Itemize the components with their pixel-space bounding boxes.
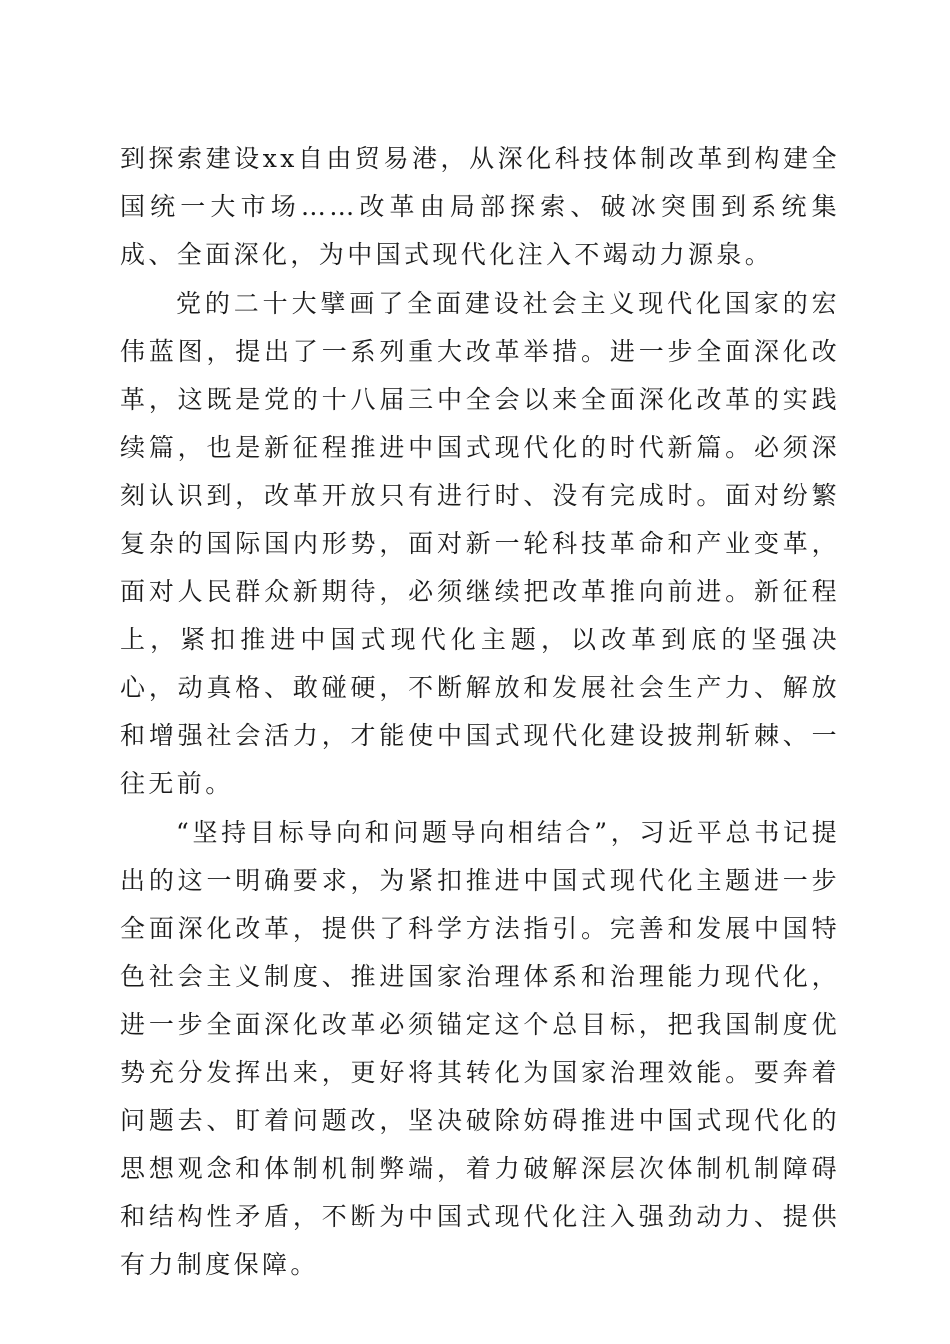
paragraph-3: “坚持目标导向和问题导向相结合”，习近平总书记提出的这一明确要求，为紧扣推进中国式现代化主题进一步全面深化改革，提供了科学方法指引。完善和发展中国特色社会主义制度、推进国家治理体系和治理能力现代化，进一步全面深化改革必须锚定这个总目标，把我国制度优势充分发挥出来，更好将其转化为国家治理效能。要奔着问题去、盯着问题改，坚决破除妨碍推进中国式现代化的思想观念和体制机制弊端，着力破解深层次体制机制障碍和结构性矛盾，不断为中国式现代化注入强劲动力、提供有力制度保障。 — [120, 818, 840, 1279]
paragraph-2: 党的二十大擘画了全面建设社会主义现代化国家的宏伟蓝图，提出了一系列重大改革举措。进一步全面深化改革，这既是党的十八届三中全会以来全面深化改革的实践续篇，也是新征程推进中国式现代化的时代新篇。必须深刻认识到，改革开放只有进行时、没有完成时。面对纷繁复杂的国际国内形势，面对新一轮科技革命和产业变革，面对人民群众新期待，必须继续把改革推向前进。新征程上，紧扣推进中国式现代化主题，以改革到底的坚强决心，动真格、敢碰硬，不断解放和发展社会生产力、解放和增强社会活力，才能使中国式现代化建设披荆斩棘、一往无前。 — [120, 289, 840, 798]
document-body — [120, 135, 840, 1289]
paragraph-1: 到探索建设xx自由贸易港，从深化科技体制改革到构建全国统一大市场……改革由局部探索、破冰突围到系统集成、全面深化，为中国式现代化注入不竭动力源泉。 — [120, 144, 840, 269]
